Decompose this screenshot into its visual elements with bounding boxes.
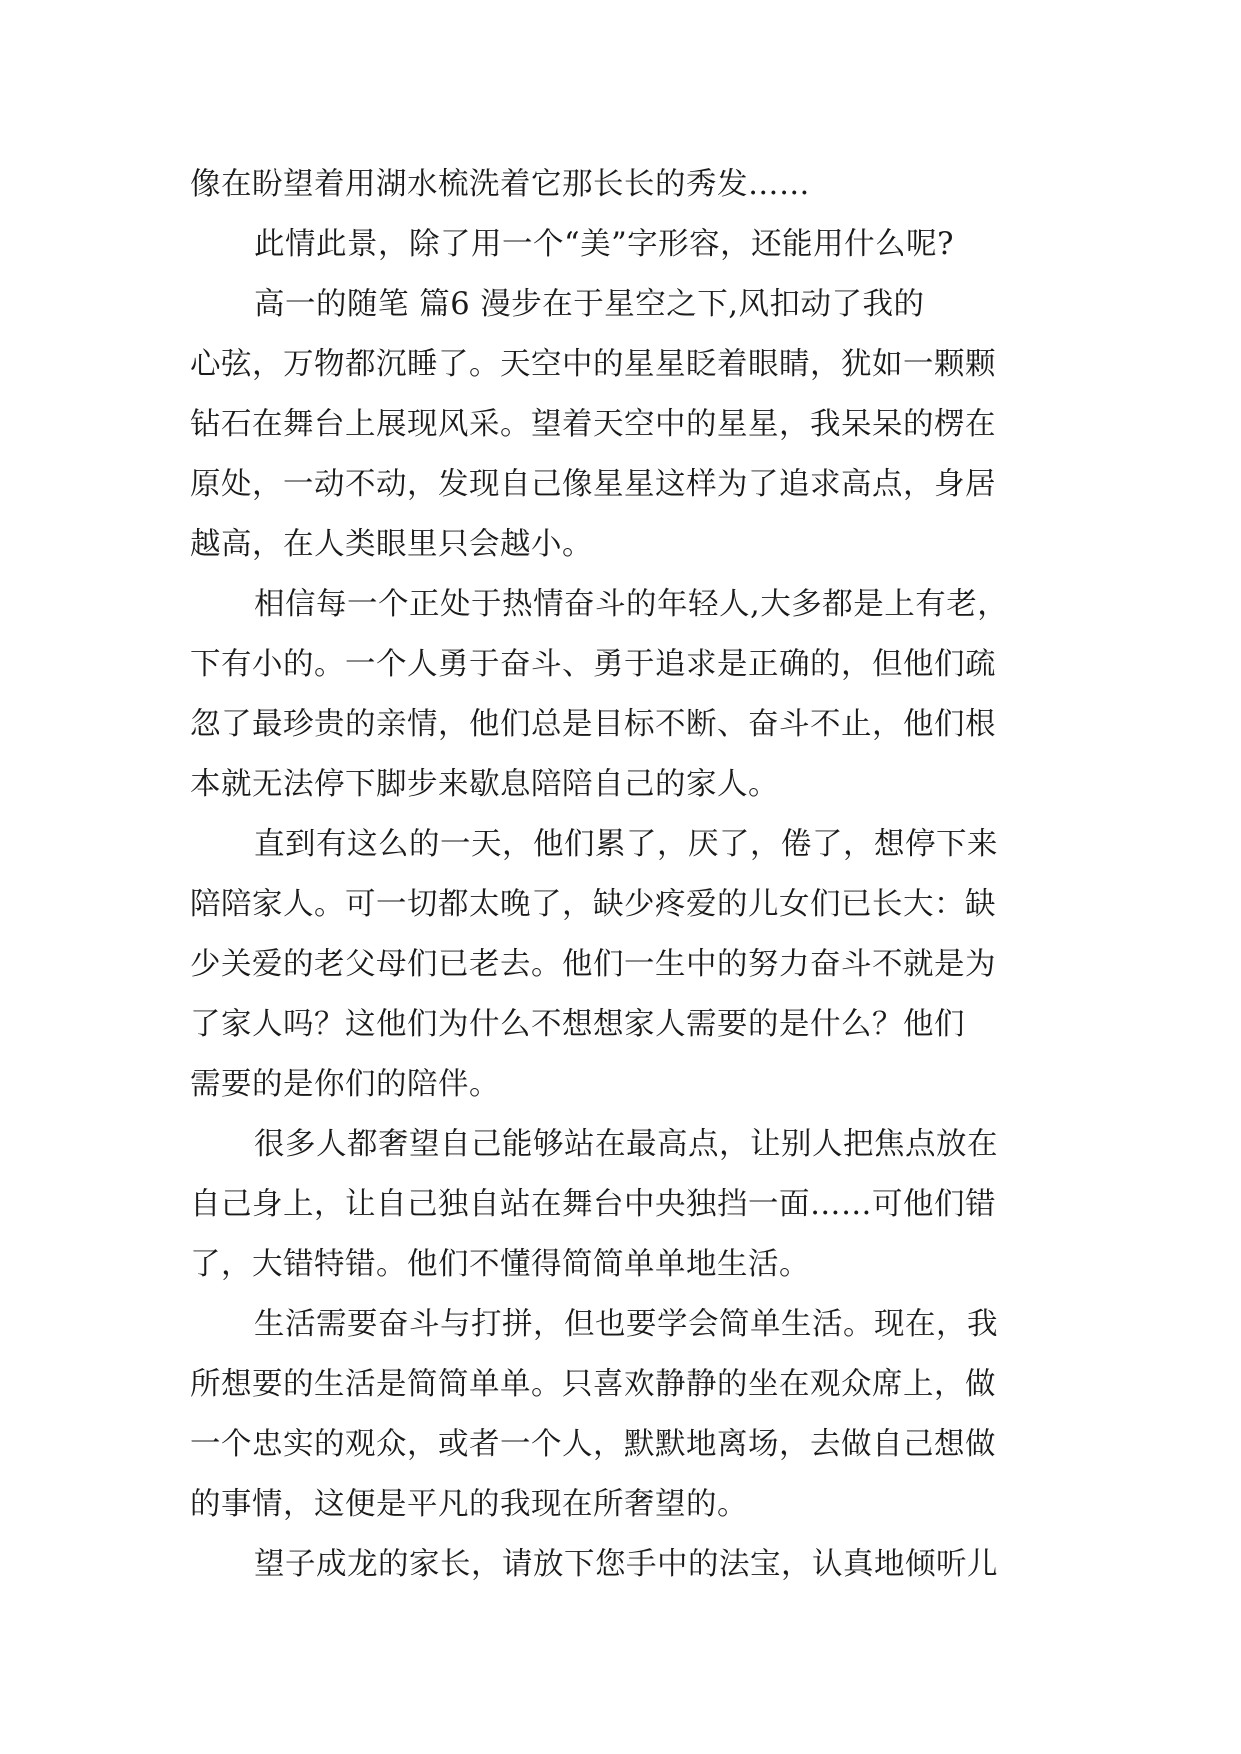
text-line-4: 心弦，万物都沉睡了。天空中的星星眨着眼睛，犹如一颗颗 bbox=[190, 347, 996, 382]
document-page bbox=[190, 155, 1052, 1595]
text-line-14: 少关爱的老父母们已老去。他们一生中的努力奋斗不就是为 bbox=[190, 947, 996, 982]
text-line-23: 的事情，这便是平凡的我现在所奢望的。 bbox=[190, 1487, 748, 1522]
text-line-7: 越高，在人类眼里只会越小。 bbox=[190, 527, 593, 562]
text-line-8: 相信每一个正处于热情奋斗的年轻人,大多都是上有老， bbox=[254, 587, 1009, 622]
text-line-12: 直到有这么的一天，他们累了，厌了，倦了，想停下来 bbox=[254, 827, 998, 862]
text-line-10: 忽了最珍贵的亲情，他们总是目标不断、奋斗不止，他们根 bbox=[190, 707, 996, 742]
text-line-3: 高一的随笔 篇6 漫步在于星空之下,风扣动了我的 bbox=[254, 287, 925, 322]
text-line-19: 了，大错特错。他们不懂得简简单单地生活。 bbox=[190, 1247, 810, 1282]
text-line-24: 望子成龙的家长，请放下您手中的法宝，认真地倾听儿 bbox=[254, 1547, 998, 1582]
text-line-21: 所想要的生活是简简单单。只喜欢静静的坐在观众席上，做 bbox=[190, 1367, 996, 1402]
text-line-17: 很多人都奢望自己能够站在最高点，让别人把焦点放在 bbox=[254, 1127, 998, 1162]
text-line-22: 一个忠实的观众，或者一个人，默默地离场，去做自己想做 bbox=[190, 1427, 996, 1462]
text-line-16: 需要的是你们的陪伴。 bbox=[190, 1067, 500, 1102]
text-line-9: 下有小的。一个人勇于奋斗、勇于追求是正确的，但他们疏 bbox=[190, 647, 996, 682]
text-line-5: 钻石在舞台上展现风采。望着天空中的星星，我呆呆的楞在 bbox=[190, 407, 996, 442]
text-line-13: 陪陪家人。可一切都太晚了，缺少疼爱的儿女们已长大：缺 bbox=[190, 887, 996, 922]
text-line-6: 原处，一动不动，发现自己像星星这样为了追求高点，身居 bbox=[190, 467, 996, 502]
text-line-18: 自己身上，让自己独自站在舞台中央独挡一面……可他们错 bbox=[190, 1187, 996, 1222]
text-line-11: 本就无法停下脚步来歇息陪陪自己的家人。 bbox=[190, 767, 779, 802]
text-line-20: 生活需要奋斗与打拼，但也要学会简单生活。现在，我 bbox=[254, 1307, 998, 1342]
text-line-2: 此情此景，除了用一个“美”字形容，还能用什么呢? bbox=[254, 227, 955, 262]
text-line-15: 了家人吗？这他们为什么不想想家人需要的是什么？他们 bbox=[190, 1007, 965, 1042]
text-line-1: 像在盼望着用湖水梳洗着它那长长的秀发…… bbox=[190, 167, 810, 202]
